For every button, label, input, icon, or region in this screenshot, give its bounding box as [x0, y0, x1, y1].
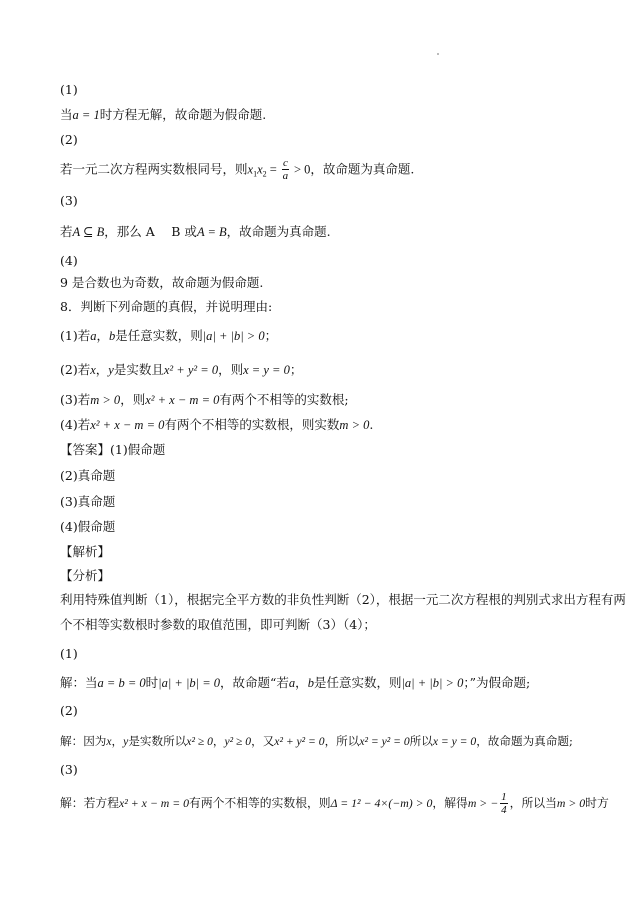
question-8-item-4: (4)若x² + x − m = 0有两个不相等的实数根，则实数m > 0. — [60, 417, 374, 432]
answer-line-1: 当a = 1时方程无解，故命题为假命题. — [60, 107, 267, 122]
part-label-2: (2) — [60, 132, 78, 147]
solution-line-3: 解：若方程x² + x − m = 0有两个不相等的实数根，则Δ = 1² − 4×(−m) > 0，解得m > − $\frac{1}{4}$ ，所以当m > 0时方 — [60, 791, 609, 816]
answer-line-4: 9 是合数也为奇数，故命题为假命题. — [60, 275, 264, 290]
part-label-1: (1) — [60, 82, 78, 97]
answer-2: (2)真命题 — [60, 468, 116, 483]
solution-line-2: 解：因为x，y是实数所以x² ≥ 0，y² ≥ 0，又x² + y² = 0，所以x² = y² = 0所以x = y = 0，故命题为真命题; — [60, 734, 573, 748]
fraction-c-over-a: $\frac{c}{a}$ — [282, 157, 289, 182]
solution-line-1: 解：当a = b = 0时|a| + |b| = 0，故命题“若a，b是任意实数，则|a| + |b| > 0；”为假命题; — [60, 675, 531, 690]
analysis-subheading: 【分析】 — [60, 568, 111, 583]
solution-label-1: (1) — [60, 646, 78, 661]
solution-label-3: (3) — [60, 762, 78, 777]
answer-heading: 【答案】(1)假命题 — [60, 442, 166, 457]
question-8-item-2: (2)若x，y是实数且x² + y² = 0，则x = y = 0； — [60, 362, 303, 377]
question-8-item-3: (3)若m > 0，则x² + x − m = 0有两个不相等的实数根; — [60, 392, 349, 407]
analysis-heading: 【解析】 — [60, 544, 111, 559]
solution-label-2: (2) — [60, 703, 78, 718]
answer-line-2: 若一元二次方程两实数根同号，则$x_1x_2$ = $\frac{c}{a}$ > 0，故命题为真命题. — [60, 157, 415, 182]
answer-line-3: 若A ⊆ B，那么 A B 或A = B，故命题为真命题. — [60, 224, 331, 239]
answer-3: (3)真命题 — [60, 494, 116, 509]
part-label-3: (3) — [60, 193, 78, 208]
analysis-text-2: 个不相等实数根时参数的取值范围，即可判断（3）（4）； — [60, 617, 376, 632]
question-8-title: 8．判断下列命题的真假，并说明理由: — [60, 299, 273, 314]
part-label-4: (4) — [60, 253, 78, 268]
fraction-one-quarter: $\frac{1}{4}$ — [501, 791, 507, 816]
question-8-item-1: (1)若a，b是任意实数，则|a| + |b| > 0； — [60, 328, 278, 343]
answer-4: (4)假命题 — [60, 519, 116, 534]
analysis-text-1: 利用特殊值判断（1），根据完全平方数的非负性判断（2），根据一元二次方程根的判别式求出方程有两 — [60, 592, 626, 607]
scan-dot — [437, 53, 439, 55]
